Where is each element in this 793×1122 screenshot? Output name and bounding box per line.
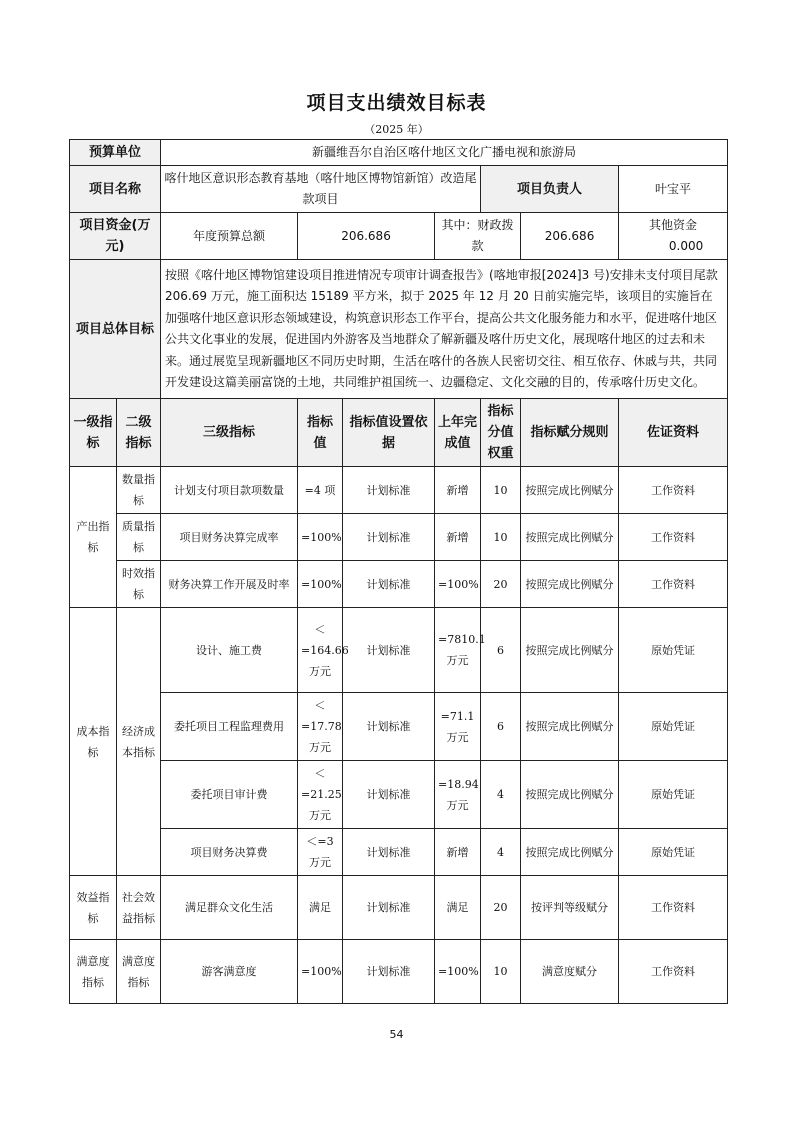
indicator-rule: 按照完成比例赋分 [521,829,619,876]
overview-label: 项目总体目标 [70,260,161,399]
overview-text: 按照《喀什地区博物馆建设项目推进情况专项审计调查报告》(喀地审报[2024]3 号)安排未支付项目尾款 206.69 万元，施工面积达 15189 平方米，拟于 2025 年 12 月 20 日前实施完毕，该项目的实施旨在加强喀什地区意识形态领域建设，构筑意识形态工作平台，提高公共文化服务能力和水平，促进喀什地区公共文化事业的发展，促进国内外游客及当地群众了解新疆及喀什历史文化，展现喀什地区的过去和未来。通过展览呈现新疆地区不同历史时期，生活在喀什的各族人民密切交往、相互依存、休戚与共，共同开发建设这篇美丽富饶的土地，共同维护祖国统一、边疆稳定、文化交融的目的，传承喀什历史文化。 [161,260,728,399]
year-label: （2025 年） [364,123,429,136]
indicator-evidence: 原始凭证 [619,761,728,829]
indicator-weight: 20 [481,561,521,608]
funds-label: 项目资金(万元) [70,213,161,260]
header-evidence: 佐证资料 [619,399,728,467]
project-name-value: 喀什地区意识形态教育基地（喀什地区博物馆新馆）改造尾款项目 [161,166,481,213]
group-social: 社会效益指标 [117,876,161,940]
indicator-evidence: 工作资料 [619,876,728,940]
group-timeliness: 时效指标 [117,561,161,608]
indicator-rule: 按照完成比例赋分 [521,467,619,514]
indicator-rule: 按评判等级赋分 [521,876,619,940]
indicator-evidence: 原始凭证 [619,829,728,876]
indicator-basis: 计划标准 [343,876,435,940]
header-level2: 二级指标 [117,399,161,467]
indicator-last-year: =100% [435,561,481,608]
indicator-weight: 4 [481,829,521,876]
group-economic: 经济成本指标 [117,608,161,876]
budget-unit-value: 新疆维吾尔自治区喀什地区文化广播电视和旅游局 [161,140,728,166]
indicator-name: 委托项目审计费 [161,761,298,829]
indicator-value: =100% [298,940,343,1004]
table-row [70,940,728,1004]
table-row [70,514,728,561]
indicator-basis: 计划标准 [343,467,435,514]
page-number: 54 [389,1028,404,1041]
indicator-evidence: 工作资料 [619,561,728,608]
indicator-name: 游客满意度 [161,940,298,1004]
indicator-basis: 计划标准 [343,693,435,761]
indicator-last-year: =18.94 万元 [435,761,481,829]
indicator-weight: 6 [481,693,521,761]
fiscal-funds-value: 206.686 [521,213,619,260]
indicator-value: 满足 [298,876,343,940]
header-level3: 三级指标 [161,399,298,467]
table-row [70,467,728,514]
performance-table [69,139,728,1004]
indicator-last-year: 满足 [435,876,481,940]
indicator-evidence: 工作资料 [619,467,728,514]
table-row [70,693,728,761]
page-title: 项目支出绩效目标表 [306,92,487,114]
fiscal-funds-label: 其中：财政拨款 [435,213,521,260]
indicator-basis: 计划标准 [343,940,435,1004]
indicator-name: 财务决算工作开展及时率 [161,561,298,608]
header-weight: 指标分值权重 [481,399,521,467]
indicator-name: 满足群众文化生活 [161,876,298,940]
group-quality: 质量指标 [117,514,161,561]
indicator-rule: 按照完成比例赋分 [521,561,619,608]
indicator-weight: 10 [481,514,521,561]
group-satisfaction: 满意度指标 [70,940,117,1004]
indicator-rule: 按照完成比例赋分 [521,761,619,829]
indicator-value: ＜=17.78 万元 [298,693,343,761]
indicator-weight: 10 [481,467,521,514]
indicator-value: =100% [298,561,343,608]
group-output: 产出指标 [70,467,117,608]
indicator-rule: 满意度赋分 [521,940,619,1004]
indicator-value: ＜=3 万元 [298,829,343,876]
indicator-evidence: 原始凭证 [619,608,728,693]
other-funds-value-group [619,213,728,260]
project-name-label: 项目名称 [70,166,161,213]
indicator-name: 项目财务决算费 [161,829,298,876]
table-row [70,829,728,876]
table-row [70,876,728,940]
annual-budget-value: 206.686 [298,213,435,260]
indicator-evidence: 工作资料 [619,514,728,561]
header-last-year: 上年完成值 [435,399,481,467]
table-row [70,608,728,693]
indicator-value: =100% [298,514,343,561]
indicator-last-year: 新增 [435,467,481,514]
project-owner-label: 项目负责人 [481,166,619,213]
indicator-weight: 4 [481,761,521,829]
indicator-last-year: =100% [435,940,481,1004]
indicator-basis: 计划标准 [343,514,435,561]
indicator-basis: 计划标准 [343,561,435,608]
indicator-name: 委托项目工程监理费用 [161,693,298,761]
header-value: 指标值 [298,399,343,467]
indicator-last-year: 新增 [435,829,481,876]
indicator-basis: 计划标准 [343,761,435,829]
indicator-rule: 按照完成比例赋分 [521,608,619,693]
header-rule: 指标赋分规则 [521,399,619,467]
indicator-basis: 计划标准 [343,608,435,693]
other-funds-label: 其他资金 [649,218,698,232]
indicator-name: 设计、施工费 [161,608,298,693]
indicator-last-year: =71.1 万元 [435,693,481,761]
group-satisfaction-level2: 满意度指标 [117,940,161,1004]
group-benefit: 效益指标 [70,876,117,940]
other-funds-value: 0.000 [668,239,704,253]
indicator-value: ＜=164.66 万元 [298,608,343,693]
indicator-name: 计划支付项目款项数量 [161,467,298,514]
table-row [70,761,728,829]
header-basis: 指标值设置依据 [343,399,435,467]
indicator-last-year: 新增 [435,514,481,561]
indicator-name: 项目财务决算完成率 [161,514,298,561]
indicator-weight: 20 [481,876,521,940]
indicator-value: =4 项 [298,467,343,514]
indicator-last-year: =7810.1 万元 [435,608,481,693]
indicator-rule: 按照完成比例赋分 [521,693,619,761]
indicator-weight: 6 [481,608,521,693]
header-level1: 一级指标 [70,399,117,467]
indicator-rule: 按照完成比例赋分 [521,514,619,561]
project-owner-value: 叶宝平 [619,166,728,213]
table-row [70,561,728,608]
indicator-basis: 计划标准 [343,829,435,876]
budget-unit-label: 预算单位 [70,140,161,166]
indicator-value: ＜=21.25 万元 [298,761,343,829]
indicator-weight: 10 [481,940,521,1004]
indicator-evidence: 工作资料 [619,940,728,1004]
group-quantity: 数量指标 [117,467,161,514]
group-cost: 成本指标 [70,608,117,876]
indicator-evidence: 原始凭证 [619,693,728,761]
annual-budget-label: 年度预算总额 [161,213,298,260]
